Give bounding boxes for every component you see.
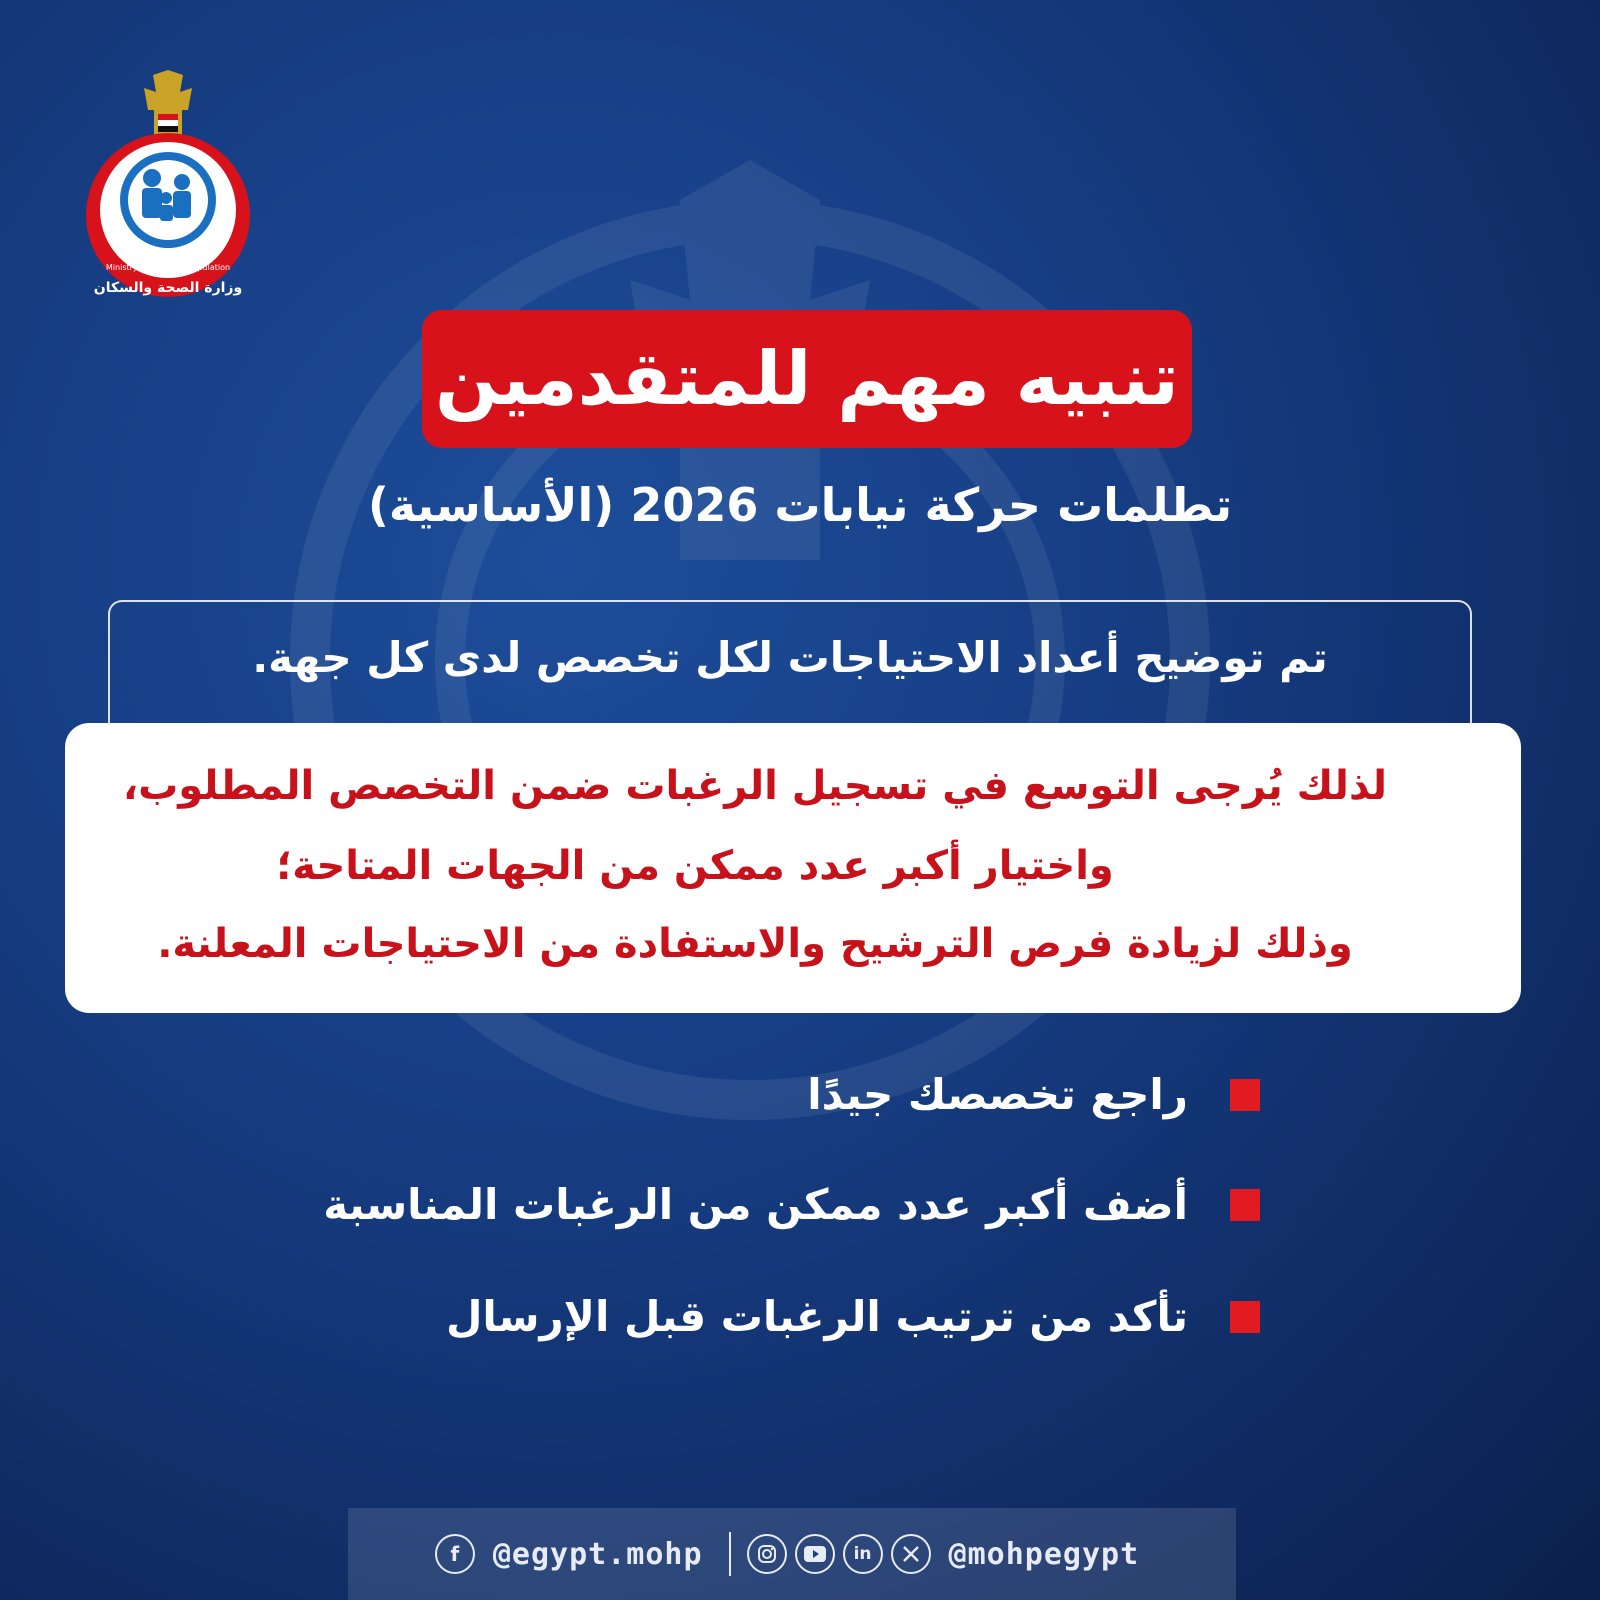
ministry-logo <box>68 70 268 300</box>
bullet-square-icon <box>1230 1189 1260 1221</box>
footer-divider <box>729 1532 731 1576</box>
bullet-square-icon <box>1230 1079 1260 1111</box>
eagle-emblem-icon <box>144 70 192 136</box>
info-text: تم توضيح أعداد الاحتياجات لكل تخصص لدى كل جهة. <box>252 633 1328 682</box>
x-icon[interactable] <box>891 1534 931 1574</box>
facebook-icon[interactable]: f <box>435 1534 475 1574</box>
notice-line-2: واختيار أكبر عدد ممكن من الجهات المتاحة؛ <box>276 843 1114 889</box>
bullet-item-3 <box>446 1292 1260 1341</box>
social-footer <box>348 1508 1236 1600</box>
bullet-text: راجع تخصصك جيدًا <box>807 1070 1188 1119</box>
bullet-square-icon <box>1230 1301 1260 1333</box>
bullet-item-1 <box>807 1070 1260 1119</box>
subtitle: تطلمات حركة نيابات 2026 (الأساسية) <box>367 478 1233 532</box>
youtube-icon[interactable] <box>795 1534 835 1574</box>
page-title: تنبيه مهم للمتقدمين <box>435 336 1179 422</box>
linkedin-icon[interactable]: in <box>843 1534 883 1574</box>
logo-en-text: Ministry of Health & Population <box>105 263 231 272</box>
bullet-text: تأكد من ترتيب الرغبات قبل الإرسال <box>445 1292 1188 1341</box>
bullet-text: أضف أكبر عدد ممكن من الرغبات المناسبة <box>323 1180 1188 1229</box>
notice-line-3: وذلك لزيادة فرص الترشيح والاستفادة من الاحتياجات المعلنة. <box>157 921 1353 967</box>
logo-ar-text: وزارة الصحة والسكان <box>93 280 243 296</box>
instagram-icon[interactable] <box>747 1534 787 1574</box>
notice-line-1: لذلك يُرجى التوسع في تسجيل الرغبات ضمن التخصص المطلوب، <box>122 763 1388 809</box>
title-banner <box>422 310 1192 448</box>
facebook-handle[interactable]: @egypt.mohp <box>492 1536 703 1572</box>
mohpegypt-handle[interactable]: @mohpegypt <box>948 1536 1140 1572</box>
bullet-item-2 <box>323 1180 1260 1229</box>
